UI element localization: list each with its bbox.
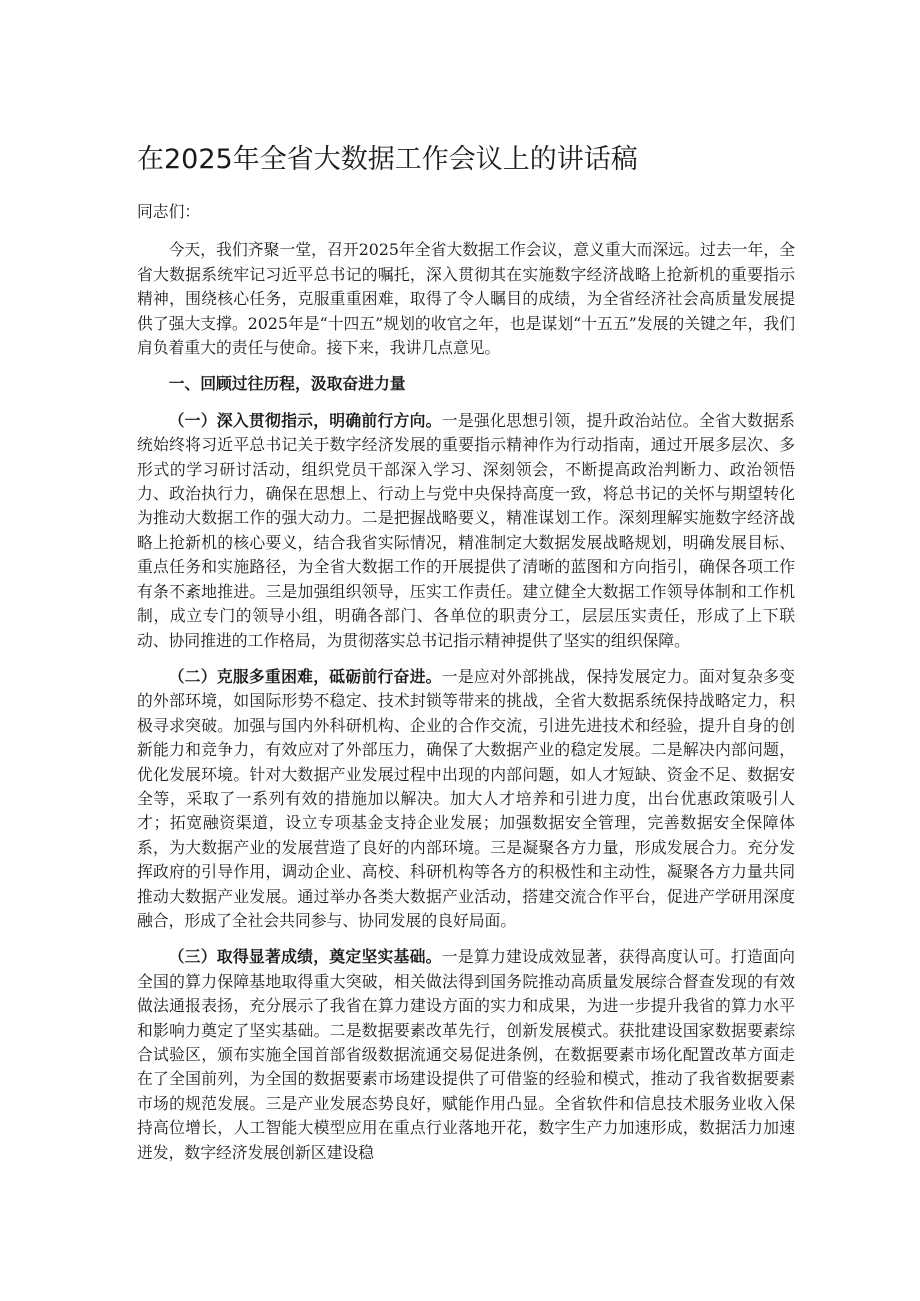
subsection-text-2: 一是应对外部挑战，保持发展定力。面对复杂多变的外部环境，如国际形势不稳定、技术封锁等带来的挑战，全省大数据系统保持战略定力，积极寻求突破。加强与国内外科研机构、企业的合作交流，引进先进技术和经验，提升自身的创新能力和竞争力，有效应对了外部压力，确保了大数据产业的稳定发展。二是解决内部问题，优化发展环境。针对大数据产业发展过程中出现的内部问题，如人才短缺、资金不足、数据安全等，采取了一系列有效的措施加以解决。加大人才培养和引进力度，出台优惠政策吸引人才；拓宽融资渠道，设立专项基金支持企业发展；加强数据安全管理，完善数据安全保障体系，为大数据产业的发展营造了良好的内部环境。三是凝聚各方力量，形成发展合力。充分发挥政府的引导作用，调动企业、高校、科研机构等各方的积极性和主动性，凝聚各方力量共同推动大数据产业发展。通过举办各类大数据产业活动，搭建交流合作平台，促进产学研用深度融合，形成了全社会共同参与、协同发展的良好局面。 [137,666,795,930]
document-body [137,200,795,1177]
subsection-paragraph-1 [137,409,795,653]
intro-paragraph: 今天，我们齐聚一堂，召开2025年全省大数据工作会议，意义重大而深远。过去一年，全省大数据系统牢记习近平总书记的嘱托，深入贯彻其在实施数字经济战略上抢新机的重要指示精神，围绕核心任务，克服重重困难，取得了令人瞩目的成绩，为全省经济社会高质量发展提供了强大支撑。2025年是“十四五”规划的收官之年，也是谋划“十五五”发展的关键之年，我们肩负着重大的责任与使命。接下来，我讲几点意见。 [137,240,795,358]
document-title: 在2025年全省大数据工作会议上的讲话稿 [137,144,638,175]
subsection-heading-2: （二）克服多重困难，砥砺前行奋进。 [168,666,442,686]
subsection-paragraph-3 [137,945,795,1165]
subsection-text-1: 一是强化思想引领，提升政治站位。全省大数据系统始终将习近平总书记关于数字经济发展的重要指示精神作为行动指南，通过开展多层次、多形式的学习研讨活动，组织党员干部深入学习、深刻领会，不断提高政治判断力、政治领悟力、政治执行力，确保在思想上、行动上与党中央保持高度一致，将总书记的关怀与期望转化为推动大数据工作的强大动力。二是把握战略要义，精准谋划工作。深刻理解实施数字经济战略上抢新机的核心要义，结合我省实际情况，精准制定大数据发展战略规划，明确发展目标、重点任务和实施路径，为全省大数据工作的开展提供了清晰的蓝图和方向指引，确保各项工作有条不紊地推进。三是加强组织领导，压实工作责任。建立健全大数据工作领导体制和工作机制，成立专门的领导小组，明确各部门、各单位的职责分工，层层压实责任，形成了上下联动、协同推进的工作格局，为贯彻落实总书记指示精神提供了坚实的组织保障。 [137,410,795,650]
salutation: 同志们： [137,202,201,221]
subsection-heading-1: （一）深入贯彻指示，明确前行方向。 [168,410,442,430]
subsection-paragraph-2 [137,665,795,933]
subsection-heading-3: （三）取得显著成绩，奠定坚实基础。 [168,947,442,967]
section-heading-1: 一、回顾过往历程，汲取奋进力量 [168,374,406,394]
subsection-text-3: 一是算力建设成效显著，获得高度认可。打造面向全国的算力保障基地取得重大突破，相关做法得到国务院推动高质量发展综合督查发现的有效做法通报表扬，充分展示了我省在算力建设方面的实力和成果，为进一步提升我省的算力水平和影响力奠定了坚实基础。二是数据要素改革先行，创新发展模式。获批建设国家数据要素综合试验区，颁布实施全国首部省级数据流通交易促进条例，在数据要素市场化配置改革方面走在了全国前列，为全国的数据要素市场建设提供了可借鉴的经验和模式，推动了我省数据要素市场的规范发展。三是产业发展态势良好，赋能作用凸显。全省软件和信息技术服务业收入保持高位增长，人工智能大模型应用在重点行业落地开花，数字生产力加速形成，数据活力加速迸发，数字经济发展创新区建设稳 [137,947,795,1162]
